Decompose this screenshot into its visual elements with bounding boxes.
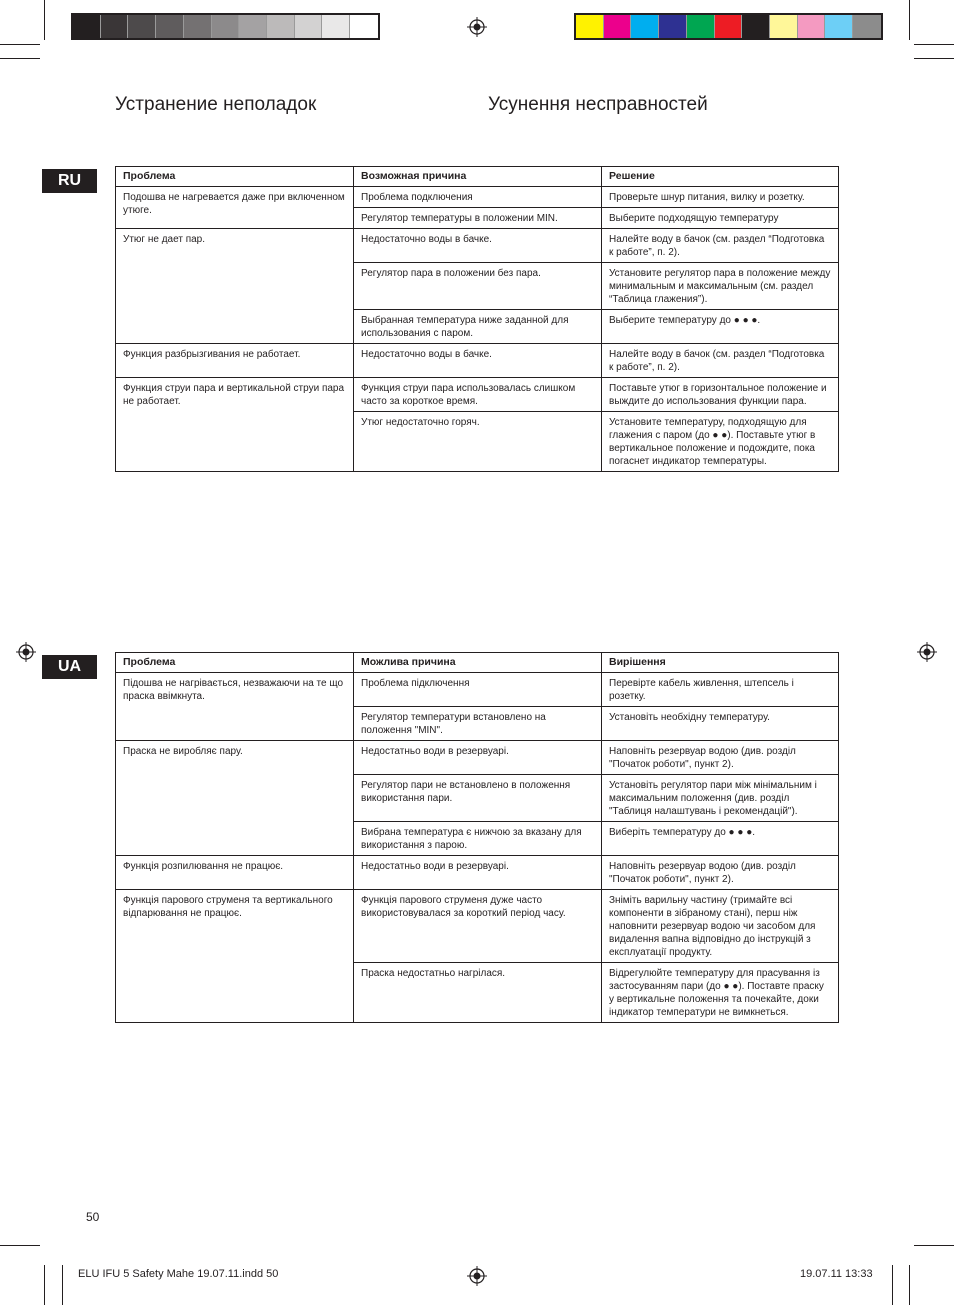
table-row: [116, 229, 839, 263]
solution-cell: Поставьте утюг в горизонтальное положение и выждите до использования функции пара.: [602, 378, 839, 412]
solution-cell: Выберите температуру до ● ● ●.: [602, 310, 839, 344]
cause-cell: Регулятор температури встановлено на положення "MIN".: [354, 707, 602, 741]
cause-cell: Вибрана температура є нижчою за вказану для використання з парою.: [354, 822, 602, 856]
column-header-cause: Можлива причина: [354, 653, 602, 673]
grayscale-bar: [71, 13, 380, 40]
problem-cell: Подошва не нагревается даже при включенном утюге.: [116, 187, 354, 229]
heading-ua: Усунення несправностей: [488, 94, 708, 115]
color-swatch: [825, 15, 853, 38]
problem-cell: Функция разбрызгивания не работает.: [116, 344, 354, 378]
solution-cell: Зніміть варильну частину (тримайте всі компоненти в зібраному стані), перш ніж наповнити резервуар водою чи засобом для видалення вапна відповідно до інструкцій з експлуатації продукту.: [602, 890, 839, 963]
solution-cell: Налейте воду в бачок (см. раздел “Подготовка к работе”, п. 2).: [602, 229, 839, 263]
color-swatch: [73, 15, 101, 38]
language-tab-ua: UA: [42, 655, 97, 679]
language-tab-ru: RU: [42, 169, 97, 193]
color-swatch: [742, 15, 770, 38]
cause-cell: Регулятор пара в положении без пара.: [354, 263, 602, 310]
footer-timestamp: 19.07.11 13:33: [800, 1268, 873, 1280]
troubleshooting-table-ua: [115, 652, 839, 1023]
cause-cell: Недостаточно воды в бачке.: [354, 344, 602, 378]
registration-mark-icon: [16, 642, 36, 662]
color-swatch: [101, 15, 129, 38]
cause-cell: Выбранная температура ниже заданной для использования с паром.: [354, 310, 602, 344]
cause-cell: Функція парового струменя дуже часто використовувалася за короткий період часу.: [354, 890, 602, 963]
cause-cell: Проблема підключення: [354, 673, 602, 707]
color-swatch: [239, 15, 267, 38]
color-swatch: [798, 15, 826, 38]
registration-mark-icon: [467, 17, 487, 37]
color-swatch: [350, 15, 378, 38]
color-swatch: [322, 15, 350, 38]
color-swatch: [156, 15, 184, 38]
table-row: [116, 856, 839, 890]
table-row: [116, 741, 839, 775]
color-swatch: [267, 15, 295, 38]
color-swatch: [631, 15, 659, 38]
solution-cell: Проверьте шнур питания, вилку и розетку.: [602, 187, 839, 208]
problem-cell: Утюг не дает пар.: [116, 229, 354, 344]
color-swatch: [715, 15, 743, 38]
color-swatch: [184, 15, 212, 38]
cause-cell: Недостатньо води в резервуарі.: [354, 741, 602, 775]
table-row: [116, 378, 839, 412]
cause-cell: Праска недостатньо нагрілася.: [354, 963, 602, 1023]
cause-cell: Регулятор пари не встановлено в положення використання пари.: [354, 775, 602, 822]
solution-cell: Відрегулюйте температуру для прасування із застосуванням пари (до ● ●). Поставте праску у вертикальне положення та почекайте, доки індикатор температури не вимкнеться.: [602, 963, 839, 1023]
table-header-row: [116, 653, 839, 673]
cause-cell: Проблема подключения: [354, 187, 602, 208]
color-swatch: [659, 15, 687, 38]
column-header-problem: Проблема: [116, 653, 354, 673]
troubleshooting-table-ru: [115, 166, 839, 472]
solution-cell: Перевірте кабель живлення, штепсель і розетку.: [602, 673, 839, 707]
cause-cell: Функция струи пара использовалась слишком часто за короткое время.: [354, 378, 602, 412]
cause-cell: Недостаточно воды в бачке.: [354, 229, 602, 263]
table-row: [116, 673, 839, 707]
solution-cell: Налейте воду в бачок (см. раздел “Подготовка к работе”, п. 2).: [602, 344, 839, 378]
page-number: 50: [86, 1210, 100, 1224]
heading-ru: Устранение неполадок: [115, 94, 317, 115]
table-row: [116, 344, 839, 378]
color-swatch: [853, 15, 881, 38]
solution-cell: Наповніть резервуар водою (див. розділ "Початок роботи", пункт 2).: [602, 741, 839, 775]
color-swatch: [687, 15, 715, 38]
footer-file-info: ELU IFU 5 Safety Mahe 19.07.11.indd 50: [78, 1268, 279, 1280]
color-swatch: [295, 15, 323, 38]
problem-cell: Функция струи пара и вертикальной струи пара не работает.: [116, 378, 354, 472]
solution-cell: Наповніть резервуар водою (див. розділ "Початок роботи", пункт 2).: [602, 856, 839, 890]
column-header-solution: Решение: [602, 167, 839, 187]
cause-cell: Недостатньо води в резервуарі.: [354, 856, 602, 890]
problem-cell: Функція розпилювання не працює.: [116, 856, 354, 890]
solution-cell: Установите регулятор пара в положение между минимальным и максимальным (см. раздел “Таблица глажения”).: [602, 263, 839, 310]
solution-cell: Установіть необхідну температуру.: [602, 707, 839, 741]
column-header-cause: Возможная причина: [354, 167, 602, 187]
color-swatch: [576, 15, 604, 38]
table-row: [116, 187, 839, 208]
registration-mark-icon: [467, 1266, 487, 1286]
cause-cell: Регулятор температуры в положении MIN.: [354, 208, 602, 229]
table-header-row: [116, 167, 839, 187]
color-swatch: [604, 15, 632, 38]
column-header-solution: Вирішення: [602, 653, 839, 673]
color-bar: [574, 13, 883, 40]
registration-mark-icon: [917, 642, 937, 662]
problem-cell: Підошва не нагрівається, незважаючи на те що праска ввімкнута.: [116, 673, 354, 741]
solution-cell: Установіть регулятор пари між мінімальним і максимальним положення (див. розділ "Таблиця налаштувань і рекомендацій").: [602, 775, 839, 822]
problem-cell: Праска не виробляє пару.: [116, 741, 354, 856]
column-header-problem: Проблема: [116, 167, 354, 187]
solution-cell: Выберите подходящую температуру: [602, 208, 839, 229]
solution-cell: Виберіть температуру до ● ● ●.: [602, 822, 839, 856]
solution-cell: Установите температуру, подходящую для глажения с паром (до ● ●). Поставьте утюг в вертикальное положение и подождите, пока погаснет индикатор температуры.: [602, 412, 839, 472]
cause-cell: Утюг недостаточно горяч.: [354, 412, 602, 472]
color-swatch: [128, 15, 156, 38]
color-swatch: [770, 15, 798, 38]
problem-cell: Функція парового струменя та вертикального відпарювання не працює.: [116, 890, 354, 1023]
table-row: [116, 890, 839, 963]
color-swatch: [212, 15, 240, 38]
